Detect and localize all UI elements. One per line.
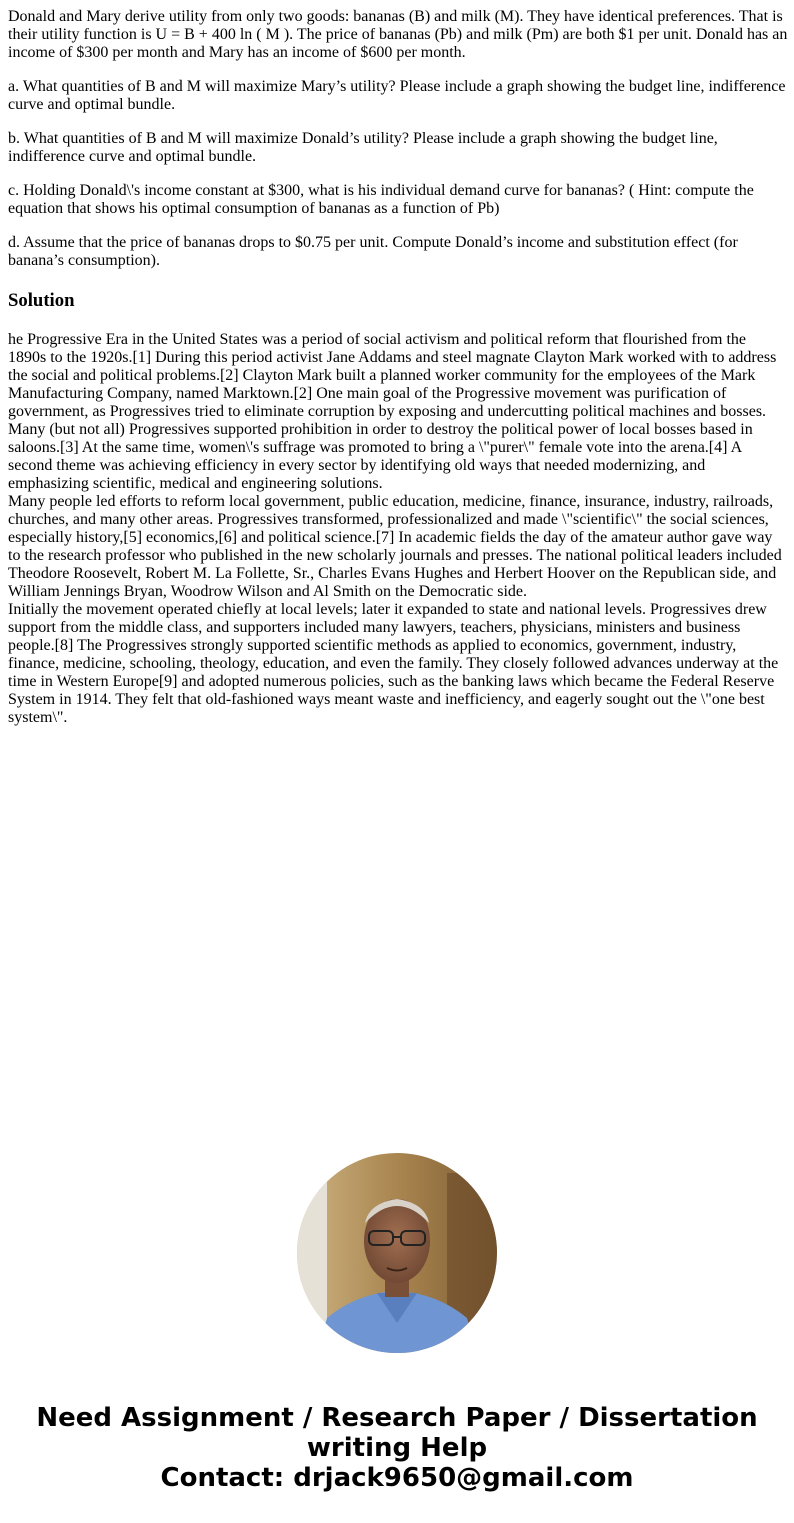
question-part-d: d. Assume that the price of bananas drops to $0.75 per unit. Compute Donald’s income and substitution effect (for banana’s consumption).	[8, 234, 738, 269]
author-photo	[297, 1153, 497, 1353]
promo-banner	[0, 1403, 794, 1493]
solution-heading: Solution	[8, 290, 75, 311]
solution-paragraph: he Progressive Era in the United States was a period of social activism and political reform that flourished from the 1890s to the 1920s.[1] During this period activist Jane Addams and steel magnate Clayton Mark worked with to address the social and political problems.[2] Clayton Mark built a planned worker community for the employees of the Mark Manufacturing Company, named Marktown.[2] One main goal of the Progressive movement was purification of government, as Progressives tried to eliminate corruption by exposing and undercutting political machines and bosses. Many (but not all) Progressives supported prohibition in order to destroy the political power of local bosses based in saloons.[3] At the same time, women\'s suffrage was promoted to bring a \"purer\" female vote into the arena.[4] A second theme was achieving efficiency in every sector by identifying old ways that needed modernizing, and emphasizing scientific, medical and engineering solutions.	[8, 331, 777, 492]
question-intro: Donald and Mary derive utility from only two goods: bananas (B) and milk (M). They have identical preferences. That is their utility function is U = B + 400 ln ( M ). The price of bananas (Pb) and milk (Pm) are both $1 per unit. Donald has an income of $300 per month and Mary has an income of $600 per month.	[8, 8, 788, 61]
question-part-c: c. Holding Donald\'s income constant at $300, what is his individual demand curve for bananas? ( Hint: compute the equation that shows his optimal consumption of bananas as a function of Pb)	[8, 182, 754, 217]
solution-paragraph: Initially the movement operated chiefly at local levels; later it expanded to state and national levels. Progressives drew support from the middle class, and supporters included many lawyers, teachers, physicians, ministers and business people.[8] The Progressives strongly supported scientific methods as applied to economics, government, industry, finance, medicine, schooling, theology, education, and even the family. They closely followed advances underway at the time in Western Europe[9] and adopted numerous policies, such as the banking laws which became the Federal Reserve System in 1914. They felt that old-fashioned ways meant waste and inefficiency, and eagerly sought out the \"one best system\".	[8, 601, 779, 726]
promo-contact: Contact: drjack9650@gmail.com	[160, 1463, 634, 1493]
promo-line: Need Assignment / Research Paper / Dissertation	[36, 1403, 758, 1433]
question-part-b: b. What quantities of B and M will maximize Donald’s utility? Please include a graph showing the budget line, indifference curve and optimal bundle.	[8, 130, 718, 165]
author-avatar	[297, 1153, 497, 1353]
question-part-a: a. What quantities of B and M will maximize Mary’s utility? Please include a graph showing the budget line, indifference curve and optimal bundle.	[8, 78, 786, 113]
solution-body	[8, 331, 788, 727]
page-content	[8, 8, 788, 727]
solution-paragraph: Many people led efforts to reform local government, public education, medicine, finance, insurance, industry, railroads, churches, and many other areas. Progressives transformed, professionalized and made \"scientific\" the social sciences, especially history,[5] economics,[6] and political science.[7] In academic fields the day of the amateur author gave way to the research professor who published in the new scholarly journals and presses. The national political leaders included Theodore Roosevelt, Robert M. La Follette, Sr., Charles Evans Hughes and Herbert Hoover on the Republican side, and William Jennings Bryan, Woodrow Wilson and Al Smith on the Democratic side.	[8, 493, 782, 600]
promo-line: writing Help	[306, 1433, 488, 1463]
